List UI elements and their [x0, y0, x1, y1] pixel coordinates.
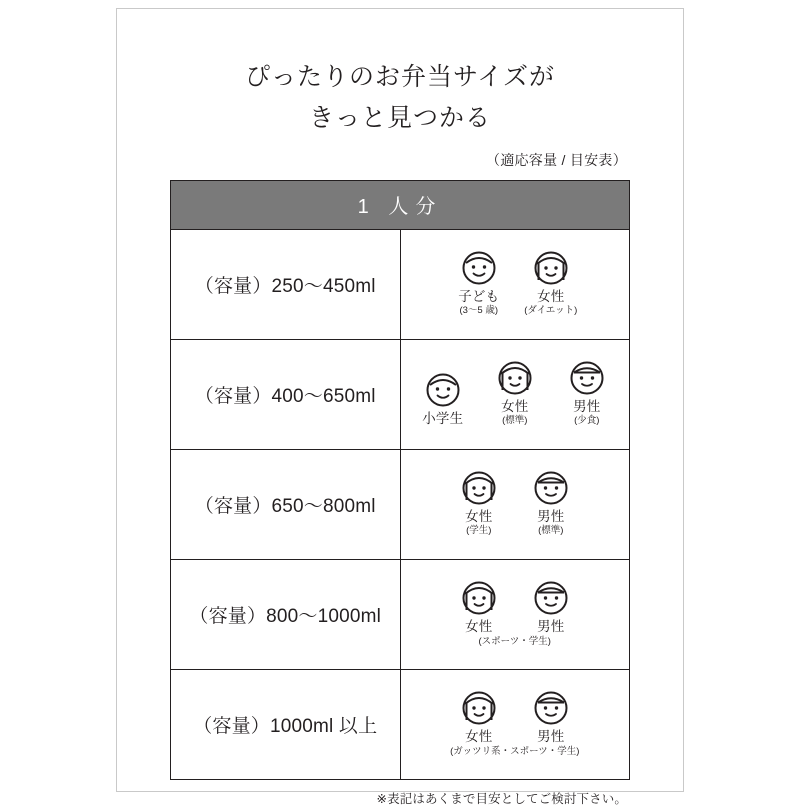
woman-face-icon [497, 360, 533, 396]
group-sublabel: (スポーツ・学生) [478, 635, 551, 647]
people-cell [400, 559, 630, 669]
page-title-line-2: きっと見つかる [308, 104, 491, 133]
person-sublabel: (学生) [466, 524, 492, 536]
person-label: 男性 [537, 509, 565, 525]
person-entry [522, 470, 580, 537]
person-entry [522, 250, 580, 317]
person-entry [414, 372, 472, 427]
subtitle-note: （適応容量 / 目安表） [485, 151, 627, 168]
table-header-row [171, 180, 630, 229]
table-row [171, 339, 630, 449]
people-row [405, 470, 626, 537]
people-cell [400, 339, 630, 449]
woman-face-icon [461, 690, 497, 726]
table-header-cell: 1 人分 [171, 180, 630, 229]
page-title-line-1: ぴったりのお弁当サイズが [244, 63, 555, 91]
person-label: 女性 [465, 619, 493, 635]
capacity-cell: （容量）250〜450ml [171, 229, 401, 339]
person-sublabel: (少食) [574, 414, 600, 426]
person-sublabel: (標準) [538, 524, 564, 536]
person-label: 小学生 [422, 411, 464, 427]
people-row [405, 360, 626, 427]
person-sublabel: (ダイエット) [524, 304, 578, 316]
people-row [405, 690, 626, 745]
table-row [171, 449, 630, 559]
woman-face-icon [461, 580, 497, 616]
man-face-icon [533, 470, 569, 506]
person-entry [450, 690, 508, 745]
person-label: 女性 [537, 289, 565, 305]
people-cell [400, 449, 630, 559]
footnote: ※表記はあくまで目安としてご検討下さい。 [376, 791, 627, 806]
table-row [171, 229, 630, 339]
person-label: 女性 [465, 509, 493, 525]
table-body [171, 180, 630, 779]
capacity-cell: （容量）1000ml 以上 [171, 669, 401, 779]
group-sublabel: (ガッツリ系・スポーツ・学生) [450, 745, 580, 757]
person-entry [450, 580, 508, 635]
people-cell [400, 229, 630, 339]
capacity-cell: （容量）400〜650ml [171, 339, 401, 449]
people-row [405, 250, 626, 317]
person-label: 子ども [458, 289, 500, 305]
person-entry [522, 690, 580, 745]
person-sublabel: (3〜5 歳) [459, 304, 499, 316]
person-entry [486, 360, 544, 427]
table-row [171, 669, 630, 779]
people-cell [400, 669, 630, 779]
capacity-cell: （容量）650〜800ml [171, 449, 401, 559]
person-entry [450, 470, 508, 537]
document-body [117, 9, 683, 806]
capacity-cell: （容量）800〜1000ml [171, 559, 401, 669]
woman-face-icon [533, 250, 569, 286]
document-frame [116, 8, 684, 806]
child-face-icon [461, 250, 497, 286]
person-label: 男性 [573, 399, 601, 415]
person-label: 女性 [465, 729, 493, 745]
man-face-icon [569, 360, 605, 396]
person-label: 男性 [537, 729, 565, 745]
child-face-icon [425, 372, 461, 408]
person-label: 女性 [501, 399, 529, 415]
person-label: 男性 [537, 619, 565, 635]
person-entry [558, 360, 616, 427]
man-face-icon [533, 690, 569, 726]
table-row [171, 559, 630, 669]
person-entry [522, 580, 580, 635]
page-title [169, 57, 631, 140]
woman-face-icon [461, 470, 497, 506]
person-entry [450, 250, 508, 317]
man-face-icon [533, 580, 569, 616]
person-sublabel: (標準) [502, 414, 528, 426]
capacity-guide-table [170, 180, 630, 780]
people-row [405, 580, 626, 635]
